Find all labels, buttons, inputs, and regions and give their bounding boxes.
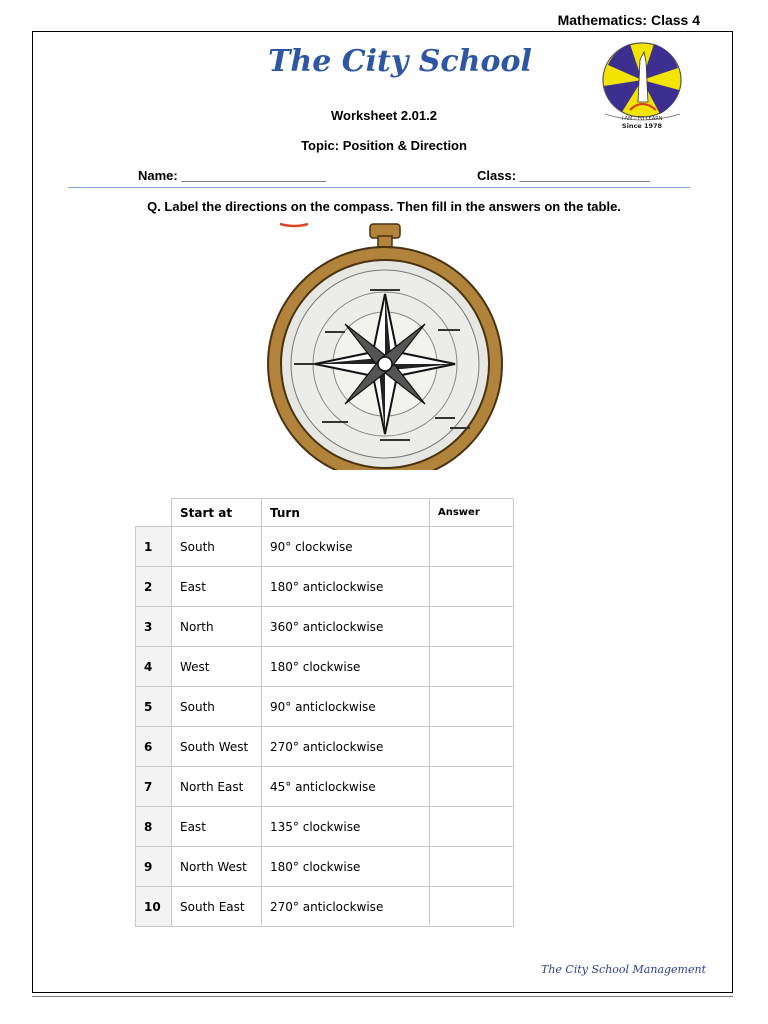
header-start: Start at [172,499,262,527]
start-cell: North [172,607,262,647]
question-text: Q. Label the directions on the compass. Then fill in the answers on the table. [147,199,621,214]
start-cell: South [172,687,262,727]
answer-cell[interactable] [430,807,514,847]
corner-cell [136,499,172,527]
class-field[interactable]: Class: __________________ [477,168,650,183]
start-cell: East [172,807,262,847]
row-number: 2 [136,567,172,607]
worksheet-topic: Topic: Position & Direction [301,138,467,153]
subject-header: Mathematics: Class 4 [557,12,700,28]
table-row [136,567,514,607]
answer-cell[interactable] [430,567,514,607]
start-cell: South West [172,727,262,767]
worksheet-number: Worksheet 2.01.2 [331,108,437,123]
row-number: 10 [136,887,172,927]
compass-illustration [240,222,530,470]
turn-cell: 180° anticlockwise [262,567,430,607]
table-row [136,767,514,807]
start-cell: North West [172,847,262,887]
turn-cell: 270° anticlockwise [262,727,430,767]
turn-cell: 270° anticlockwise [262,887,430,927]
answer-cell[interactable] [430,527,514,567]
school-title: The City School [268,44,532,79]
start-cell: South East [172,887,262,927]
row-number: 6 [136,727,172,767]
row-number: 8 [136,807,172,847]
answer-cell[interactable] [430,847,514,887]
row-number: 9 [136,847,172,887]
answer-cell[interactable] [430,607,514,647]
bottom-rule [32,996,733,997]
answer-cell[interactable] [430,767,514,807]
table-row [136,607,514,647]
row-number: 3 [136,607,172,647]
table-row [136,647,514,687]
answer-cell[interactable] [430,687,514,727]
name-field[interactable]: Name: ____________________ [138,168,326,183]
row-number: 5 [136,687,172,727]
header-turn: Turn [262,499,430,527]
footer-signature: The City School Management [541,963,706,976]
turn-cell: 90° anticlockwise [262,687,430,727]
answer-cell[interactable] [430,727,514,767]
table-row [136,687,514,727]
divider [68,187,690,188]
turn-cell: 90° clockwise [262,527,430,567]
start-cell: East [172,567,262,607]
answer-cell[interactable] [430,647,514,687]
turn-cell: 45° anticlockwise [262,767,430,807]
table-row [136,847,514,887]
answer-cell[interactable] [430,887,514,927]
header-answer: Answer [430,499,514,527]
start-cell: West [172,647,262,687]
directions-table [135,498,514,927]
row-number: 4 [136,647,172,687]
turn-cell: 135° clockwise [262,807,430,847]
table-row [136,807,514,847]
turn-cell: 180° clockwise [262,847,430,887]
table-row [136,887,514,927]
row-number: 1 [136,527,172,567]
turn-cell: 360° anticlockwise [262,607,430,647]
row-number: 7 [136,767,172,807]
start-cell: North East [172,767,262,807]
table-row [136,727,514,767]
logo-motto: I AM - TO LEARN [621,116,663,122]
table-row [136,527,514,567]
start-cell: South [172,527,262,567]
logo-since: Since 1978 [621,122,663,130]
turn-cell: 180° clockwise [262,647,430,687]
